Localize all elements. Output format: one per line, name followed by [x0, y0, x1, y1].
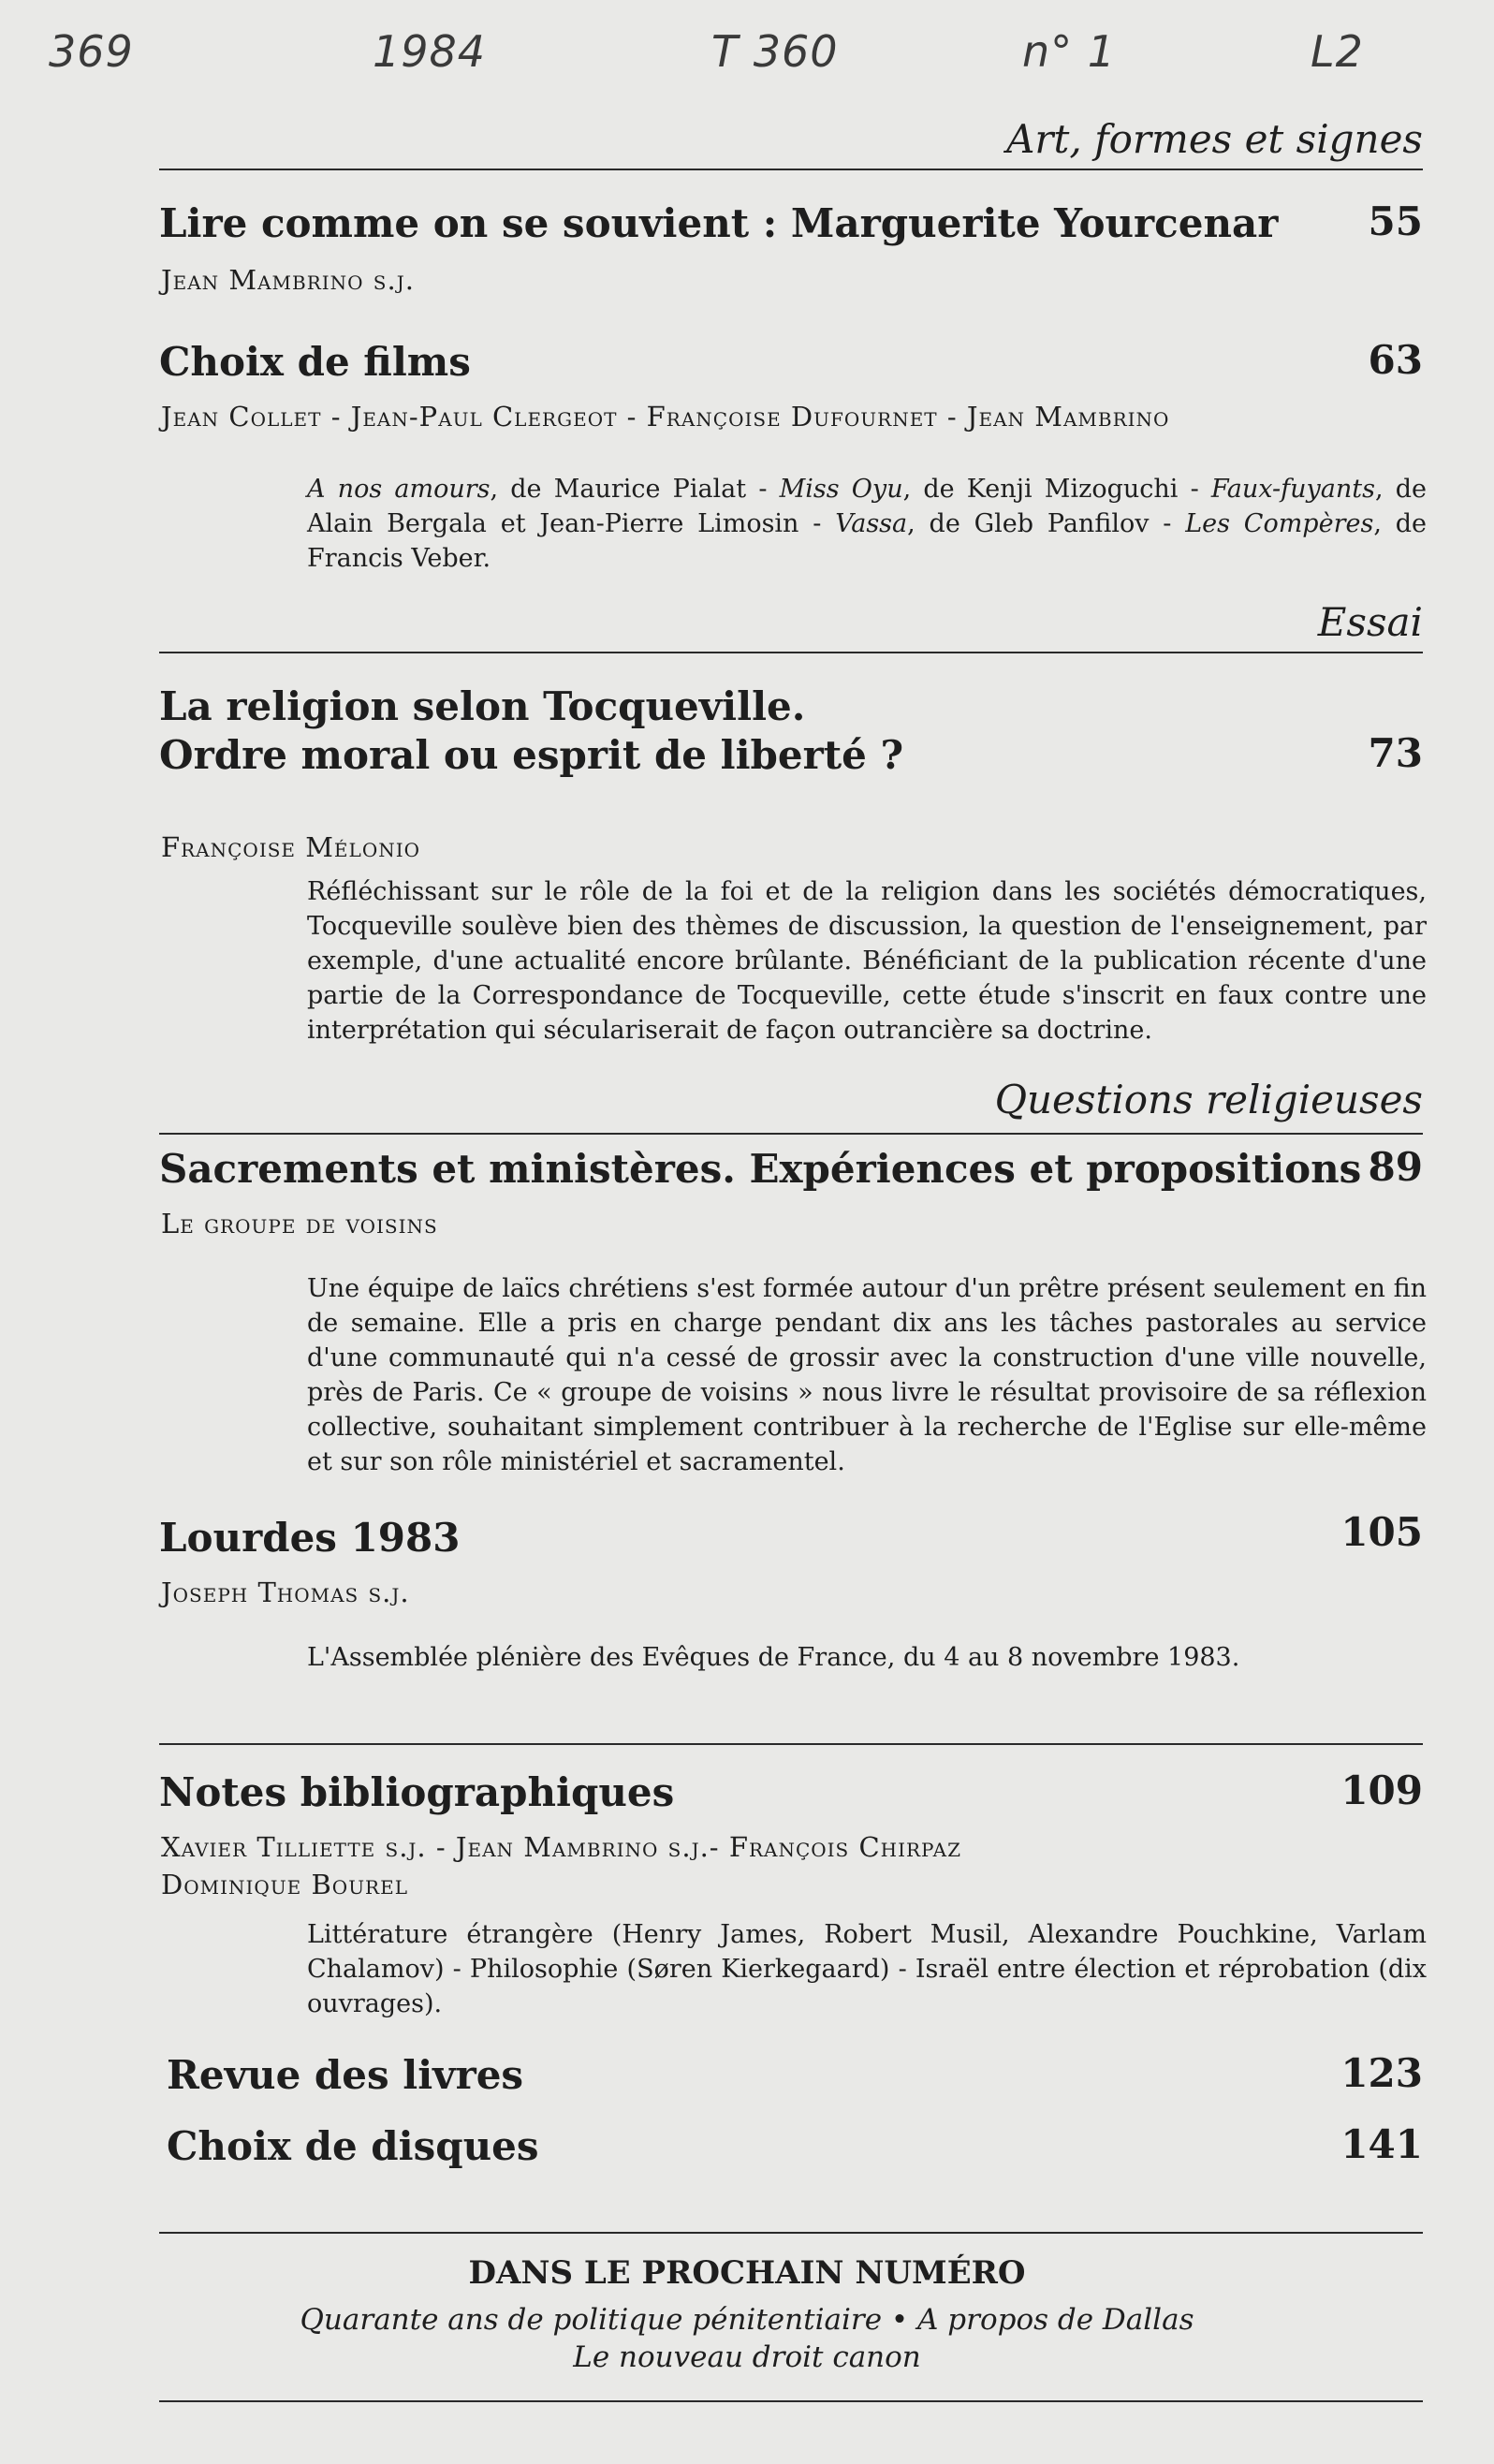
handwritten-note-1: 369 [49, 26, 134, 77]
film-title: Les Compères [1185, 509, 1374, 538]
handwritten-note-3: T 360 [711, 26, 839, 77]
entry-page-films: 63 [1368, 337, 1423, 383]
divider [159, 1133, 1423, 1135]
entry-description-notes: Littérature étrangère (Henry James, Robert Musil, Alexandre Pouchkine, Varlam Chalamov) - Philosophie (Søren Kierkegaard) - Israël entre élection et réprobation (dix ouvrages). [307, 1920, 1427, 2018]
film-title: Vassa [835, 509, 908, 538]
entry-author-yourcenar: Jean Mambrino s.j. [161, 264, 415, 296]
divider [159, 2400, 1423, 2402]
divider [159, 652, 1423, 653]
entry-page-disques: 141 [1340, 2121, 1423, 2167]
entry-description-tocqueville: Réfléchissant sur le rôle de la foi et de la religion dans les sociétés démocratiques, Tocqueville soulève bien des thèmes de discussion, la question de l'enseignement, par exemple, d'une actualité encore brûlante. Bénéficiant de la publication récente d'une partie de la Correspondance de Tocqueville, cette étude s'inscrit en faux contre une interprétation qui séculariserait de façon outrancière sa doctrine. [307, 877, 1427, 1045]
entry-author-notes-line1: Xavier Tilliette s.j. - Jean Mambrino s.j.- François Chirpaz [161, 1831, 962, 1863]
section-art: Art, formes et signes [1006, 116, 1423, 162]
entry-title-tocqueville-line1: La religion selon Tocqueville. [159, 683, 806, 729]
film-title: A nos amours [307, 475, 491, 504]
entry-page-notes: 109 [1340, 1767, 1423, 1813]
film-credit: , de Kenji Mizoguchi - [902, 475, 1211, 504]
film-credit: , de Alain Bergala et Jean-Pierre Limosin - [307, 475, 1428, 538]
film-title: Faux-fuyants [1210, 475, 1375, 504]
entry-page-yourcenar: 55 [1368, 198, 1423, 244]
entry-title-notes: Notes bibliographiques [159, 1769, 675, 1815]
next-issue-line-2: Le nouveau droit canon [573, 2340, 921, 2374]
film-title: Miss Oyu [779, 475, 903, 504]
entry-page-sacrements: 89 [1368, 1144, 1423, 1190]
entry-description-lourdes: L'Assemblée plénière des Evêques de France, du 4 au 8 novembre 1983. [307, 1643, 1240, 1672]
next-issue-line-1: Quarante ans de politique pénitentiaire • A propos de Dallas [300, 2303, 1194, 2337]
handwritten-note-2: 1984 [373, 26, 487, 77]
entry-author-films: Jean Collet - Jean-Paul Clergeot - Françoise Dufournet - Jean Mambrino [161, 401, 1170, 433]
next-issue-heading: DANS LE PROCHAIN NUMÉRO [468, 2254, 1026, 2292]
film-credit: , de Gleb Panfilov - [907, 509, 1186, 538]
entry-description-films [307, 472, 1427, 576]
entry-author-sacrements: Le groupe de voisins [161, 1208, 438, 1239]
entry-title-disques: Choix de disques [167, 2123, 539, 2169]
entry-title-sacrements: Sacrements et ministères. Expériences et propositions [159, 1146, 1362, 1192]
entry-author-tocqueville: Françoise Mélonio [161, 831, 421, 863]
entry-title-films: Choix de films [159, 339, 471, 385]
entry-title-tocqueville-line2: Ordre moral ou esprit de liberté ? [159, 732, 904, 778]
entry-title-lourdes: Lourdes 1983 [159, 1515, 461, 1561]
section-questions-religieuses: Questions religieuses [994, 1077, 1423, 1122]
divider [159, 169, 1423, 170]
film-credit: , de Maurice Pialat - [490, 475, 780, 504]
handwritten-note-4: n° 1 [1022, 26, 1117, 77]
entry-title-revue: Revue des livres [167, 2052, 524, 2098]
section-essai: Essai [1317, 599, 1423, 645]
entry-page-lourdes: 105 [1340, 1509, 1423, 1555]
divider [159, 2232, 1423, 2234]
entry-page-tocqueville: 73 [1368, 730, 1423, 776]
handwritten-note-5: L2 [1311, 26, 1364, 77]
film-credit: , de Francis Veber. [307, 509, 1427, 573]
entry-title-yourcenar: Lire comme on se souvient : Marguerite Yourcenar [159, 200, 1279, 246]
entry-page-revue: 123 [1340, 2050, 1423, 2096]
divider [159, 1743, 1423, 1745]
entry-author-lourdes: Joseph Thomas s.j. [161, 1577, 410, 1608]
entry-description-sacrements: Une équipe de laïcs chrétiens s'est formée autour d'un prêtre présent seulement en fin de semaine. Elle a pris en charge pendant dix ans les tâches pastorales au service d'une communauté qui n'a cessé de grossir avec la construction d'une ville nouvelle, près de Paris. Ce « groupe de voisins » nous livre le résultat provisoire de sa réflexion collective, souhaitant simplement contribuer à la recherche de l'Eglise sur elle-même et sur son rôle ministériel et sacramentel. [307, 1274, 1427, 1476]
entry-author-notes-line2: Dominique Bourel [161, 1869, 408, 1900]
